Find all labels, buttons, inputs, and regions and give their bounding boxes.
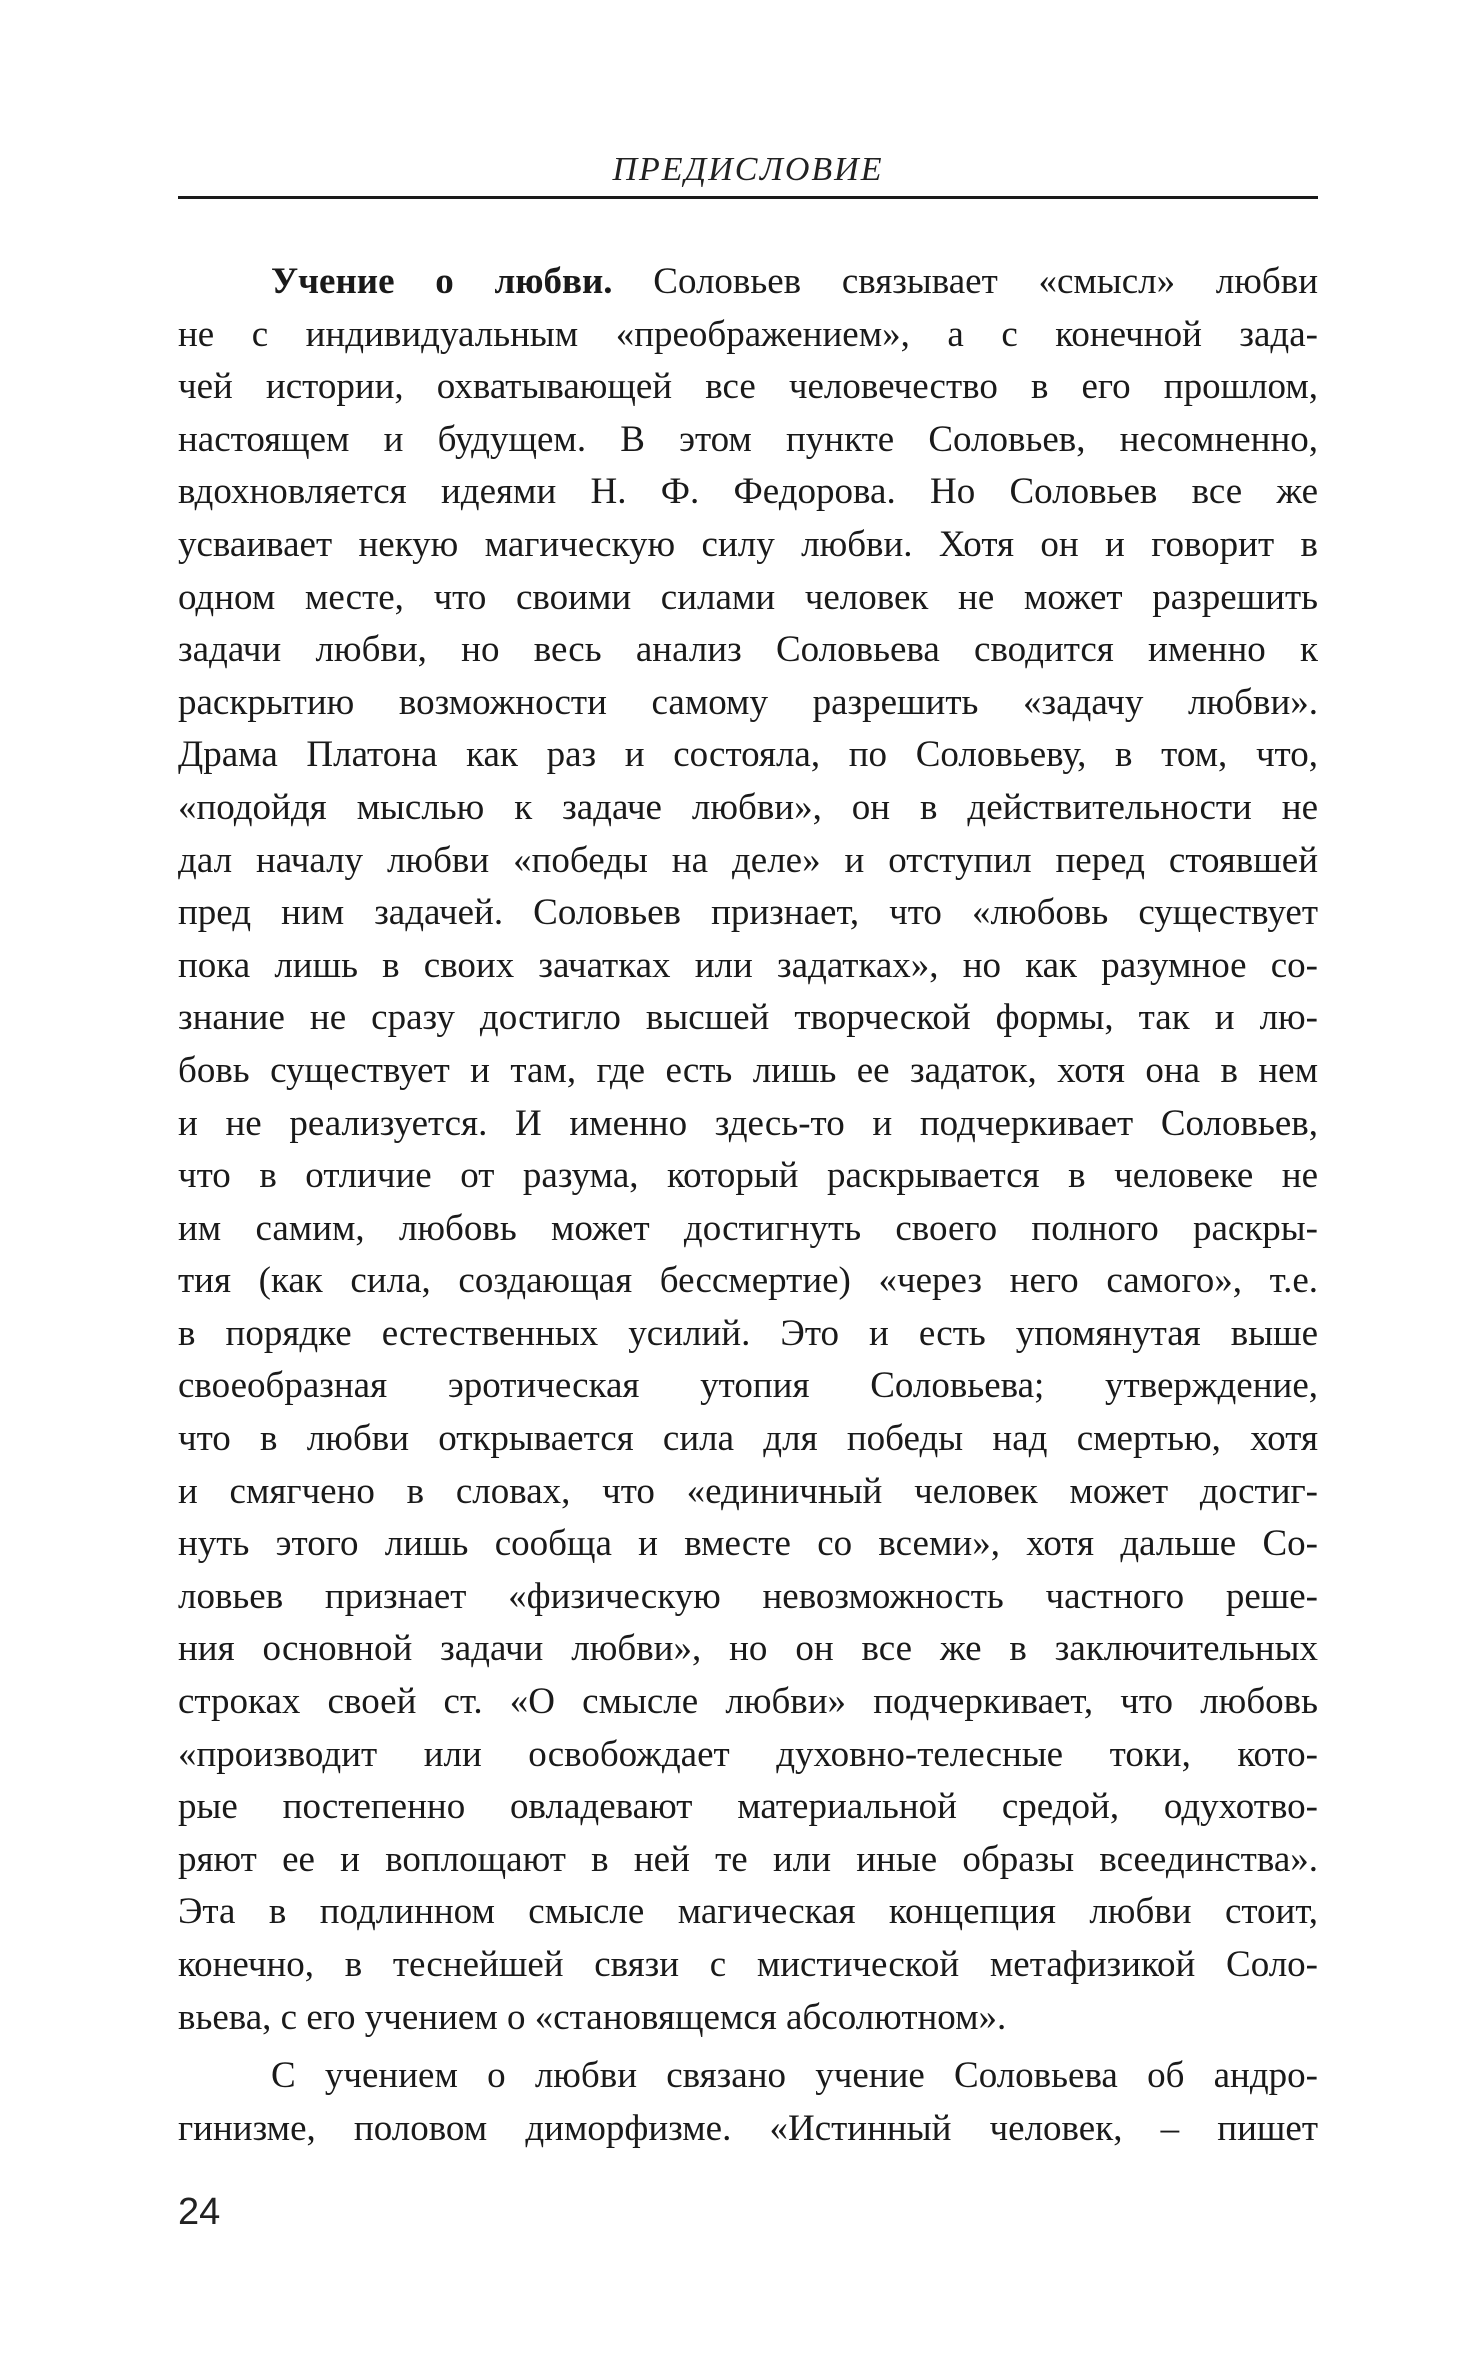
text-line: «производит или освобождает духовно-телесные токи, кото- bbox=[178, 1733, 1318, 1775]
section-lead-heading: Учение о любви. bbox=[271, 261, 613, 302]
text-line: тия (как сила, создающая бессмертие) «через него самого», т.е. bbox=[178, 1260, 1318, 1302]
text-line: раскрытию возможности самому разрешить «задачу любви». bbox=[178, 681, 1318, 723]
text-line: им самим, любовь может достигнуть своего полного раскры- bbox=[178, 1207, 1318, 1249]
page-number: 24 bbox=[178, 2191, 221, 2233]
text-line: нуть этого лишь сообща и вместе со всеми», хотя дальше Со- bbox=[178, 1523, 1318, 1565]
text-line: дал началу любви «победы на деле» и отступил перед стоявшей bbox=[178, 839, 1318, 881]
text-line: не с индивидуальным «преображением», а с конечной зада- bbox=[178, 313, 1318, 355]
text-line: гинизме, половом диморфизме. «Истинный человек, – пишет bbox=[178, 2107, 1318, 2149]
text-line: одном месте, что своими силами человек не может разрешить bbox=[178, 576, 1318, 618]
text-line: ряют ее и воплощают в ней те или иные образы всеединства». bbox=[178, 1838, 1318, 1880]
text-line: и смягчено в словах, что «единичный человек может достиг- bbox=[178, 1470, 1318, 1512]
text-line: рые постепенно овладевают материальной средой, одухотво- bbox=[178, 1786, 1318, 1828]
text-line: Драма Платона как раз и состояла, по Соловьеву, в том, что, bbox=[178, 734, 1318, 776]
text-line: пред ним задачей. Соловьев признает, что «любовь существует bbox=[178, 892, 1318, 934]
text-line: в порядке естественных усилий. Это и есть упомянутая выше bbox=[178, 1312, 1318, 1354]
text-line: бовь существует и там, где есть лишь ее задаток, хотя она в нем bbox=[178, 1049, 1318, 1091]
body-text bbox=[178, 256, 1318, 2155]
text-line: ния основной задачи любви», но он все же в заключительных bbox=[178, 1628, 1318, 1670]
text-line: знание не сразу достигло высшей творческой формы, так и лю- bbox=[178, 997, 1318, 1039]
text-line: конечно, в теснейшей связи с мистической метафизикой Соло- bbox=[178, 1944, 1318, 1985]
paragraph-1 bbox=[178, 256, 1318, 2044]
text-line: настоящем и будущем. В этом пункте Соловьев, несомненно, bbox=[178, 418, 1318, 460]
header-rule bbox=[178, 196, 1318, 199]
text-line: задачи любви, но весь анализ Соловьева сводится именно к bbox=[178, 629, 1318, 671]
text-line: своеобразная эротическая утопия Соловьева; утверждение, bbox=[178, 1365, 1318, 1407]
text-line: строках своей ст. «О смысле любви» подчеркивает, что любовь bbox=[178, 1681, 1318, 1723]
text-line: чей истории, охватывающей все человечество в его прошлом, bbox=[178, 366, 1318, 408]
text-line: вьева, с его учением о «становящемся абсолютном». bbox=[178, 1996, 1007, 2038]
text-line: усваивает некую магическую силу любви. Хотя он и говорит в bbox=[178, 523, 1318, 565]
text-line: что в отличие от разума, который раскрывается в человеке не bbox=[178, 1155, 1318, 1197]
text-line: что в любви открывается сила для победы над смертью, хотя bbox=[178, 1418, 1318, 1460]
text-line: ловьев признает «физическую невозможность частного реше- bbox=[178, 1575, 1318, 1617]
text-line: и не реализуется. И именно здесь-то и подчеркивает Соловьев, bbox=[178, 1102, 1318, 1144]
paragraph-1-line-0 bbox=[178, 256, 1318, 309]
paragraph-2 bbox=[178, 2050, 1318, 2155]
section-lead-text: Соловьев связывает «смысл» любви bbox=[653, 261, 1318, 302]
running-header: ПРЕДИСЛОВИЕ bbox=[612, 151, 884, 188]
text-line: С учением о любви связано учение Соловьева об андро- bbox=[271, 2055, 1318, 2097]
text-line: Эта в подлинном смысле магическая концепция любви стоит, bbox=[178, 1891, 1318, 1933]
text-line: пока лишь в своих зачатках или задатках», но как разумное со- bbox=[178, 944, 1318, 986]
text-line: вдохновляется идеями Н. Ф. Федорова. Но Соловьев все же bbox=[178, 471, 1318, 513]
text-line: «подойдя мыслью к задаче любви», он в действительности не bbox=[178, 786, 1318, 828]
